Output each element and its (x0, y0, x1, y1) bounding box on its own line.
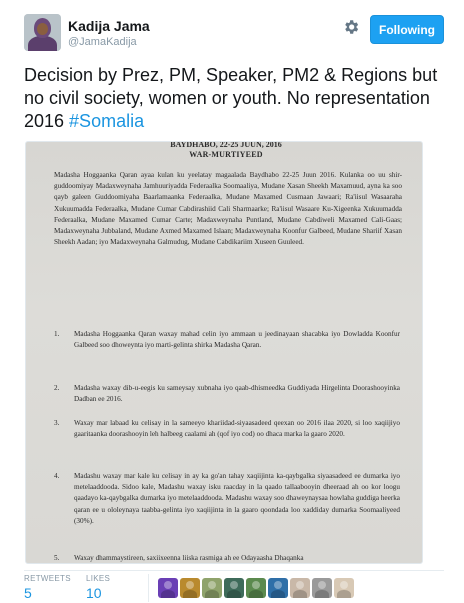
item-text: Madasha waxay dib-u-eegis ku sameysay xubnaha iyo qaab-dhismeedka Guddiyada Hirgelinta Doorashooyinka Dadban ee 2016. (74, 384, 400, 404)
stats-separator (148, 574, 149, 602)
likes-count: 10 (86, 585, 102, 601)
retweets-label: RETWEETS (24, 574, 71, 583)
tweet-header (24, 14, 444, 54)
document-title: WAR-MURTIYEED (189, 150, 263, 159)
retweets-count: 5 (24, 585, 32, 601)
liker-avatar-9-icon[interactable] (334, 578, 354, 598)
liker-avatar-5-icon[interactable] (246, 578, 266, 598)
following-button[interactable]: Following (370, 15, 444, 44)
document-image (40, 142, 412, 564)
hashtag-link[interactable]: #Somalia (69, 111, 145, 131)
item-text: Madashu waxay mar kale ku celisay in ay ka go'an tahay xaqiijinta ka-qaybgalka siyaasadeed ee dumarka iyo metelaaddooda. Sidoo kale, Madashu waxay isku raacday in la qaado tallaabooyin dheeraad ah oo kor loogu qaadayo ka-qaybgalka dumarka iyo metelaaddooda. Madashu waxay soo dhaweynaysaa howlaha guddiga heerka qaran ee u ololeynaya taabba-gelinta iyo xaqiijinta in la gaaro qoondada loo xaddiday dumarka Soomaaliyeed (30%). (74, 472, 400, 525)
document-intro: Madasha Hoggaanka Qaran ayaa kulan ku yeelatay magaalada Baydhabo 22-25 Juun 2016. Kulanka oo uu shir-guddoomiyay Madaxweynaha Jamhuuriyadda Federaalka Soomaaliya, Mudane Xasan Sheekh Maxamuud, ayna ka soo qayb galeen Guddoomiyaha Baarlamaanka Federaalka, Mudane Maxamed Cusmaan Jawaari; Ra'iisul Wasaaraha Xukuumadda Federaalka, Mudane Cumar Cabdirashiid Cali Sharmaarke; Ra'iisul Wasaare Ku-Xigeenka Xukuumadda Federaalka, Mudane Maxamed Cumar Carte; Madaxweynaha Puntland, Mudane Cabdiweli Maxamed Cali-Gaas; Madaxweynaha Jubbaland, Mudane Axmed Maxamed Islaan; Madaxweynaha Koonfur Galbeed, Mudane Shariif Xasan Sheekh Aadan; iyo Madaxweynaha Galmudug, Mudane Cabdikariim Xuseen Guuleed. (54, 171, 402, 247)
item-number: 2. (54, 384, 60, 392)
item-number: 3. (54, 419, 60, 427)
item-number: 1. (54, 330, 60, 338)
liker-avatar-3-icon[interactable] (202, 578, 222, 598)
liker-avatar-8-icon[interactable] (312, 578, 332, 598)
user-avatar-hijab-icon[interactable] (24, 14, 61, 51)
item-text: Waxay dhammaystireen, saxiixeenna liiska rasmiga ah ee Odayaasha Dhaqanka (74, 554, 304, 562)
liker-avatar-4-icon[interactable] (224, 578, 244, 598)
stats-divider (24, 570, 444, 571)
liker-avatar-2-icon[interactable] (180, 578, 200, 598)
liker-avatar-1-icon[interactable] (158, 578, 178, 598)
item-number: 5. (54, 554, 60, 562)
tweet-stats (24, 574, 444, 602)
author-handle[interactable]: @JamaKadija (68, 36, 137, 48)
liker-avatar-7-icon[interactable] (290, 578, 310, 598)
tweet-text (24, 64, 444, 133)
tweet-body: Decision by Prez, PM, Speaker, PM2 & Regions but no civil society, women or youth. No representation 2016 (24, 65, 438, 131)
item-text: Waxay mar labaad ku celisay in la sameeyo khariidad-siyaasadeed qeexan oo 2016 ilaa 2020, si loo xaqiijiyo gaaritaanka doorashooyin leh halbeeg caalami ah (qof iyo cod) oo dhaca marka la gaaro 2020. (74, 419, 400, 439)
item-number: 4. (54, 472, 60, 480)
liker-avatar-6-icon[interactable] (268, 578, 288, 598)
gear-icon[interactable] (342, 18, 360, 36)
item-text: Madasha Hoggaanka Qaran waxay mahad celin iyo ammaan u jeedinayaan shacabka iyo Dowladda Koonfur Galbeed soo dhoweynta iyo marti-gelinta shirka Madasha Qaran. (74, 330, 400, 350)
likes-stat[interactable] (86, 574, 110, 601)
likes-label: LIKES (86, 574, 111, 583)
tweet-photo[interactable] (25, 141, 423, 564)
document-dateline: BAYDHABO, 22-25 JUUN, 2016 (170, 141, 282, 149)
retweets-stat[interactable] (24, 574, 71, 601)
author-name[interactable]: Kadija Jama (68, 18, 150, 34)
